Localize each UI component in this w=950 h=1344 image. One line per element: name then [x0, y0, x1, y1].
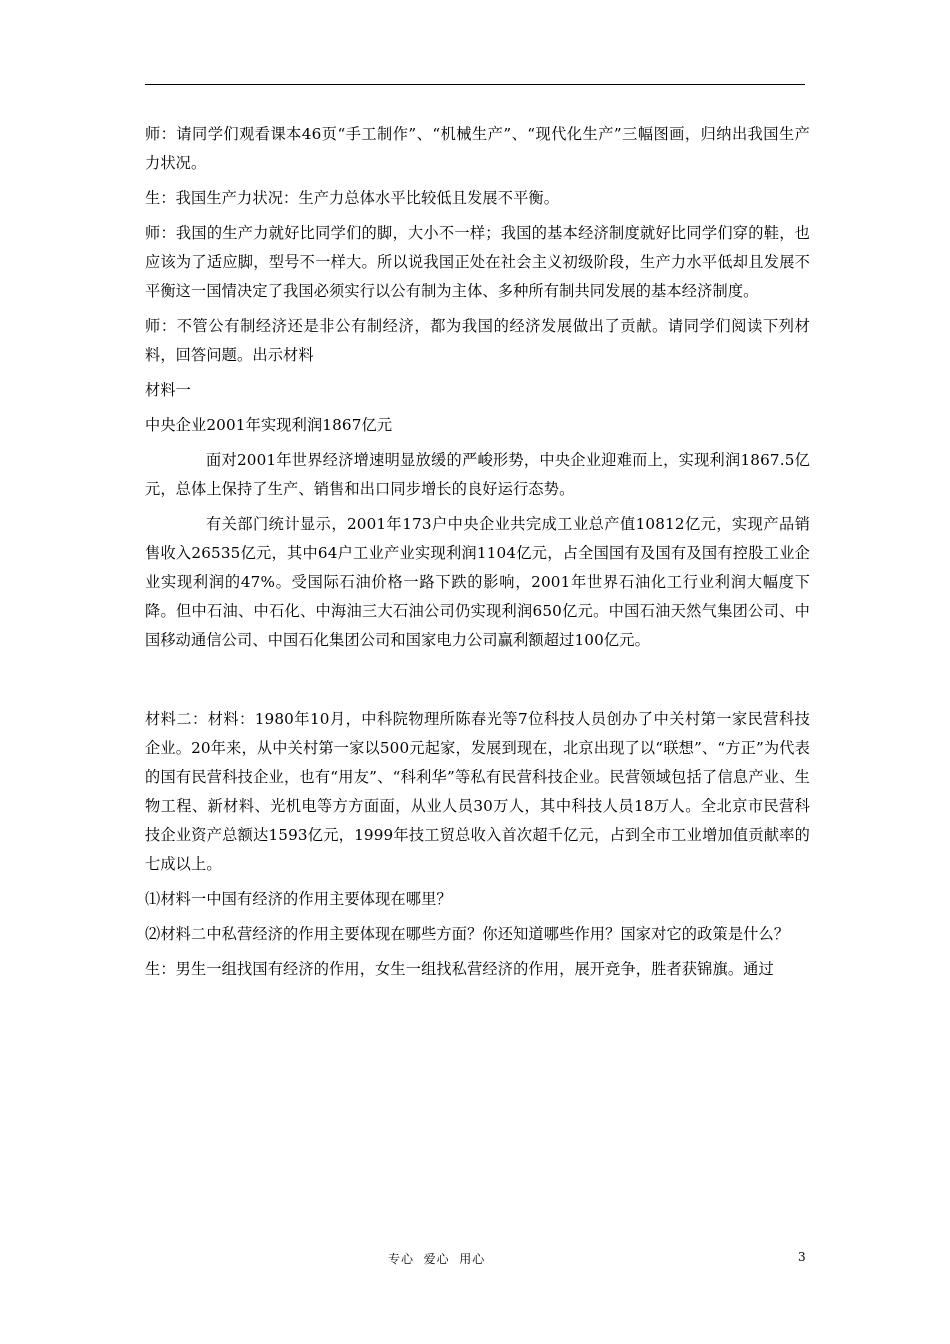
question-1: ⑴材料一中国有经济的作用主要体现在哪里？: [145, 890, 452, 908]
material-one-paragraph-1: 面对2001年世界经济增速明显放缓的严峻形势，中央企业迎难而上，实现利润1867.5亿元，总体上保持了生产、销售和出口同步增长的良好运行态势。: [145, 451, 810, 498]
document-body: [145, 120, 810, 990]
header-rule: [145, 84, 805, 85]
paragraph-teacher-analogy: 师：我国的生产力就好比同学们的脚，大小不一样；我国的基本经济制度就好比同学们穿的鞋，也应该为了适应脚，型号不一样大。所以说我国正处在社会主义初级阶段，生产力水平低却且发展不平衡这一国情决定了我国必须实行以公有制为主体、多种所有制共同发展的基本经济制度。: [145, 224, 810, 300]
paragraph-teacher-materials-intro: 师：不管公有制经济还是非公有制经济，都为我国的经济发展做出了贡献。请同学们阅读下列材料，回答问题。出示材料: [145, 317, 810, 364]
paragraph-student-activity: 生：男生一组找国有经济的作用，女生一组找私营经济的作用，展开竞争，胜者获锦旗。通过: [145, 960, 774, 978]
paragraph-student-answer: 生：我国生产力状况：生产力总体水平比较低且发展不平衡。: [145, 189, 560, 207]
material-one-paragraph-2: 有关部门统计显示，2001年173户中央企业共完成工业总产值10812亿元，实现产品销售收入26535亿元，其中64户工业产业实现利润1104亿元，占全国国有及国有及国有控股工业企业实现利润的47%。受国际石油价格一路下跌的影响，2001年世界石油化工行业利润大幅度下降。但中石油、中石化、中海油三大石油公司仍实现利润650亿元。中国石油天然气集团公司、中国移动通信公司、中国石化集团公司和国家电力公司赢利额超过100亿元。: [145, 515, 810, 649]
material-one-heading: 材料一: [145, 381, 192, 399]
material-one-title: 中央企业2001年实现利润1867亿元: [145, 416, 393, 434]
material-two-paragraph: 材料二：材料：1980年10月，中科院物理所陈春光等7位科技人员创办了中关村第一家民营科技企业。20年来，从中关村第一家以500元起家，发展到现在，北京出现了以“联想”、“方正”为代表的国有民营科技企业，也有“用友”、“科利华”等私有民营科技企业。民营领域包括了信息产业、生物工程、新材料、光机电等方方面面，从业人员30万人，其中科技人员18万人。全北京市民营科技企业资产总额达1593亿元，1999年技工贸总收入首次超千亿元，占到全市工业增加值贡献率的七成以上。: [145, 710, 810, 873]
question-2: ⑵材料二中私营经济的作用主要体现在哪些方面？你还知道哪些作用？国家对它的政策是什么？: [145, 925, 790, 943]
page-number: 3: [798, 1250, 806, 1264]
paragraph-teacher-prompt: 师：请同学们观看课本46页“手工制作”、“机械生产”、“现代化生产”三幅图画，归纳出我国生产力状况。: [145, 125, 810, 172]
footer-motto: 专心 爱心 用心: [388, 1252, 486, 1266]
